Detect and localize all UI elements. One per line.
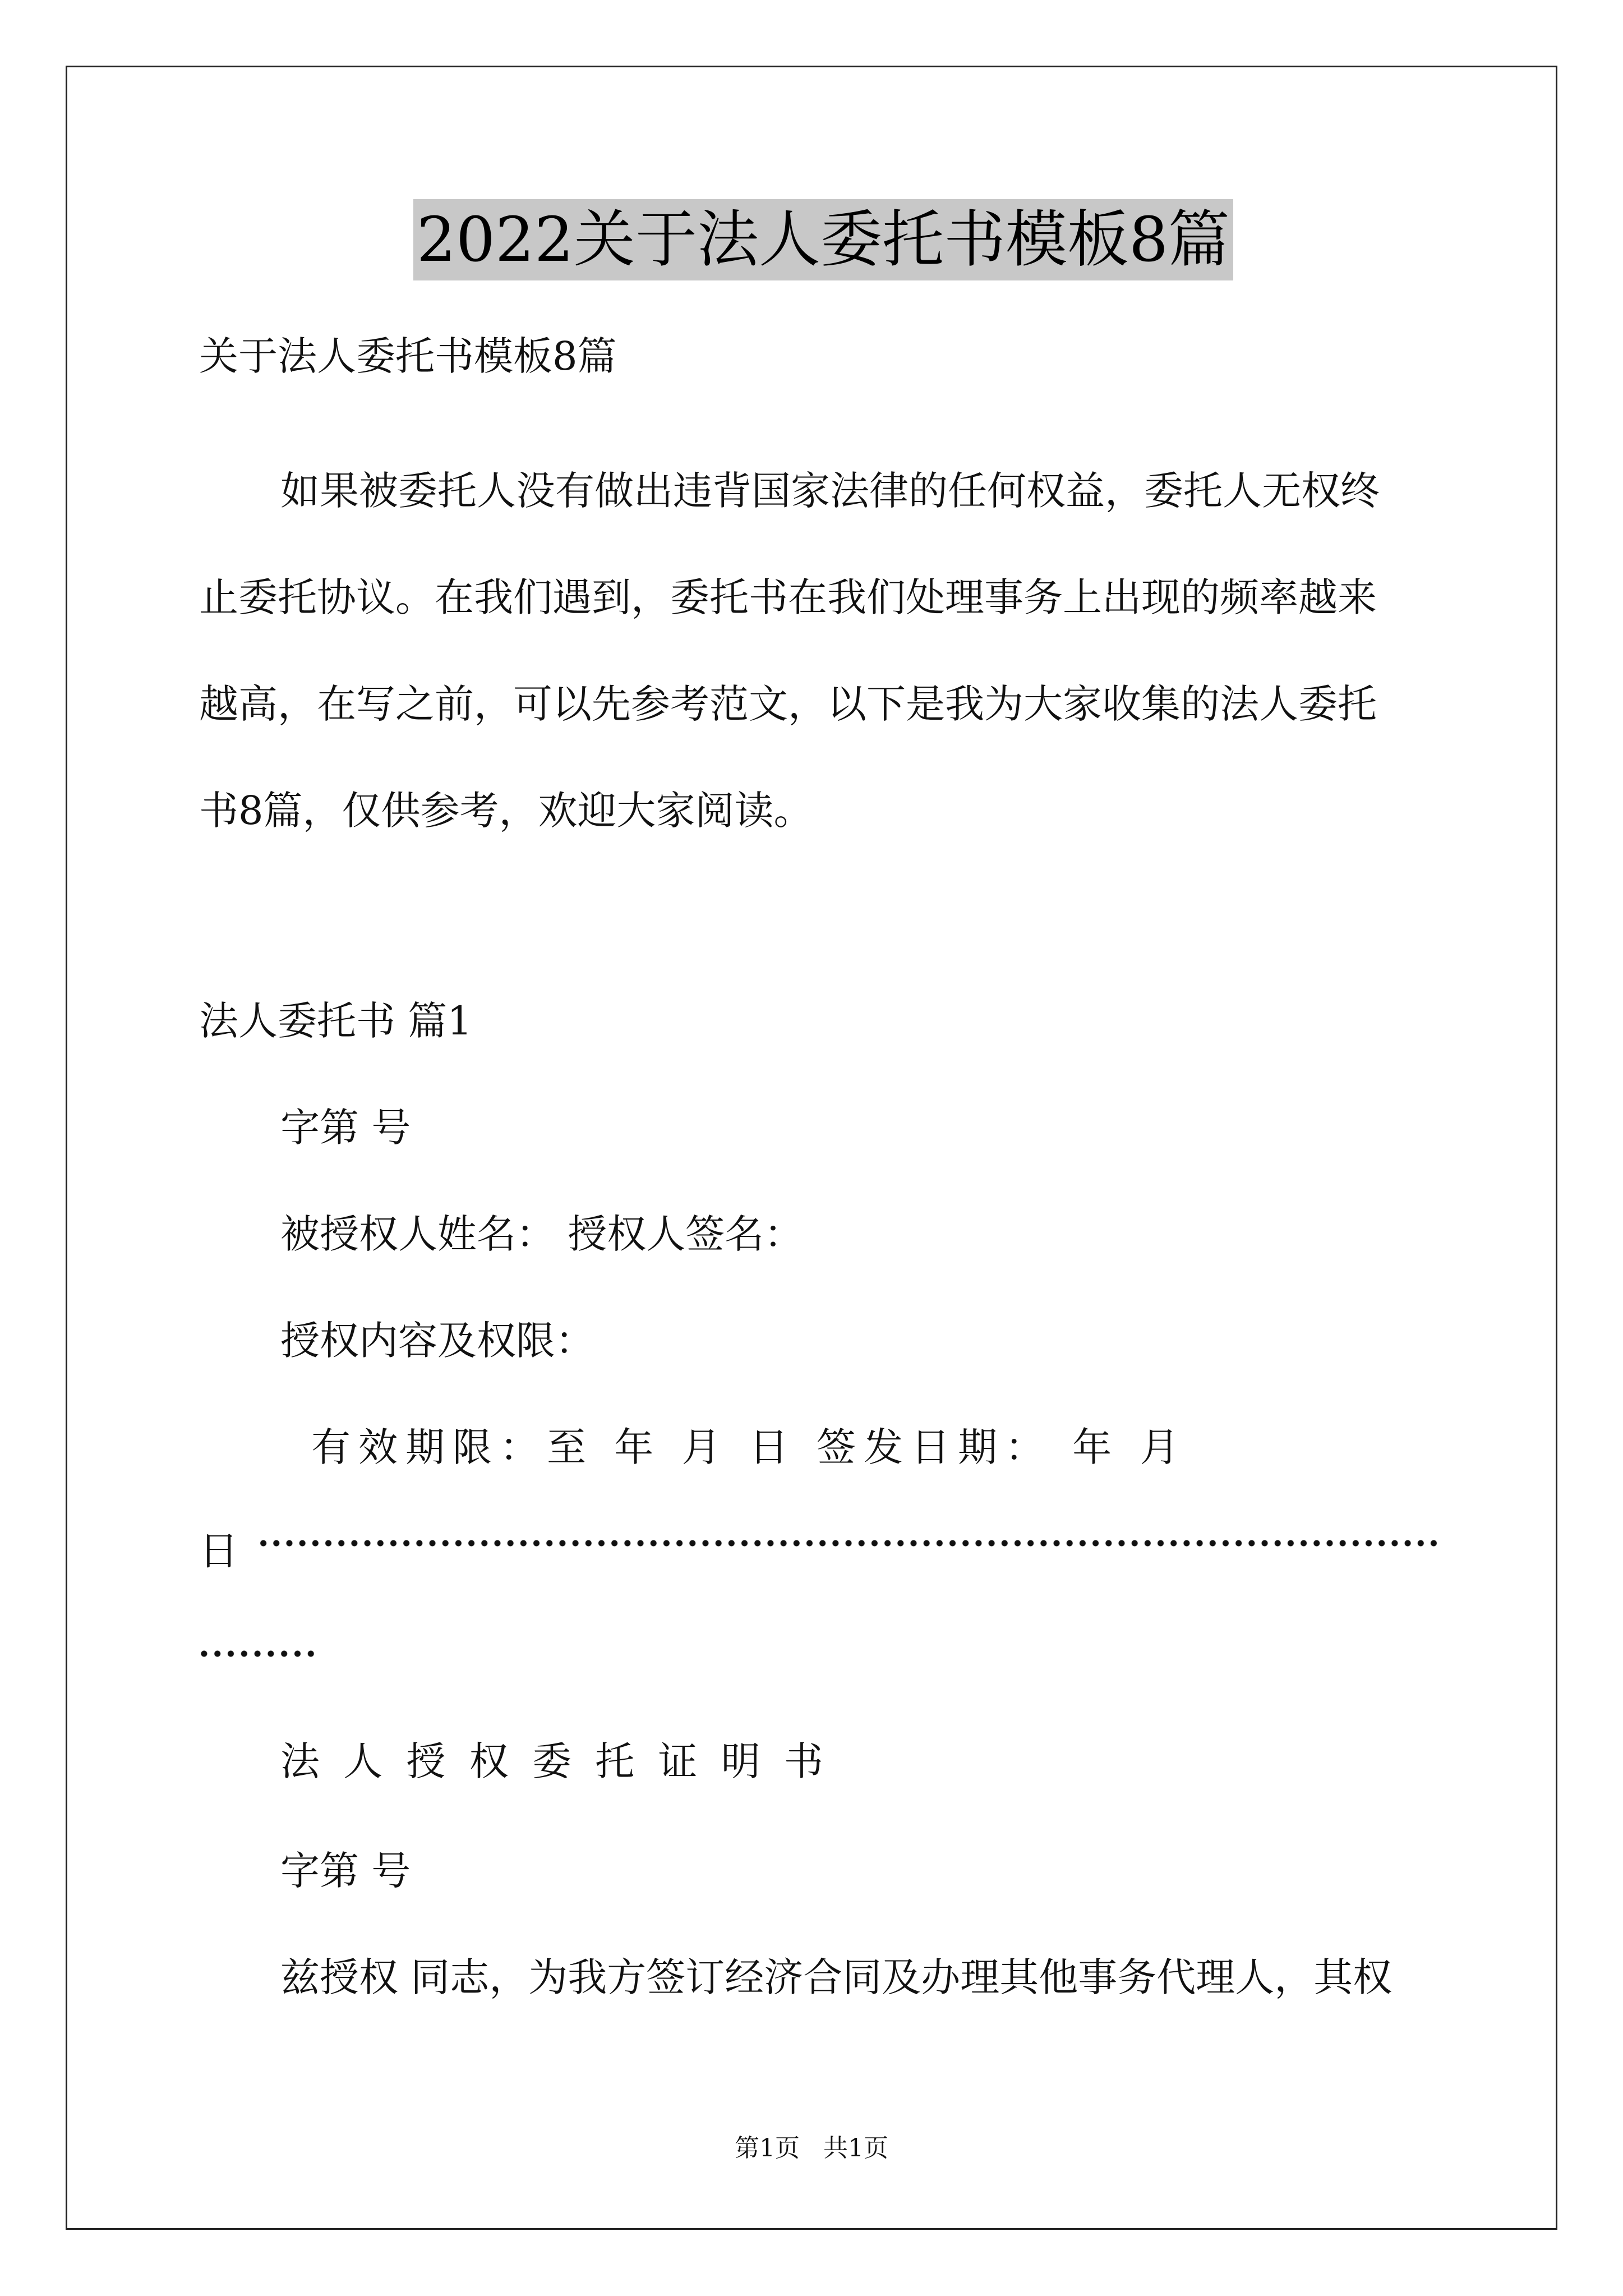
intro-line-1: 如果被委托人没有做出违背国家法律的任何权益，委托人无权终 [280,468,1380,514]
page-footer: 第1页 共1页 [735,2134,888,2162]
section2-heading: 法 人 授 权 委 托 证 明 书 [280,1738,829,1784]
section1-scope: 授权内容及权限： [280,1318,594,1364]
intro-line-4: 书8篇，仅供参考，欢迎大家阅读。 [199,788,813,834]
section1-heading: 法人委托书 篇1 [199,998,472,1044]
intro-line-3: 越高，在写之前，可以先参考范文，以下是我为大家收集的法人委托 [199,681,1377,727]
dotted-separator-continued [197,1650,317,1657]
section1-validity: 有效期限：至 年 月 日 签发日期： 年 月 [311,1424,1187,1470]
section2-authorize: 兹授权 同志，为我方签订经济合同及办理其他事务代理人，其权 [280,1954,1393,2000]
section2-zi-hao: 字第 号 [280,1848,411,1894]
section1-names: 被授权人姓名： 授权人签名： [280,1211,804,1257]
document-title: 2022关于法人委托书模板8篇 [413,199,1233,280]
section1-zi-hao: 字第 号 [280,1105,411,1151]
intro-line-2: 止委托协议。在我们遇到，委托书在我们处理事务上出现的频率越来 [199,574,1377,620]
section1-ri: 日 [199,1528,238,1574]
dotted-separator [257,1540,1441,1547]
document-subtitle: 关于法人委托书模板8篇 [199,333,617,379]
